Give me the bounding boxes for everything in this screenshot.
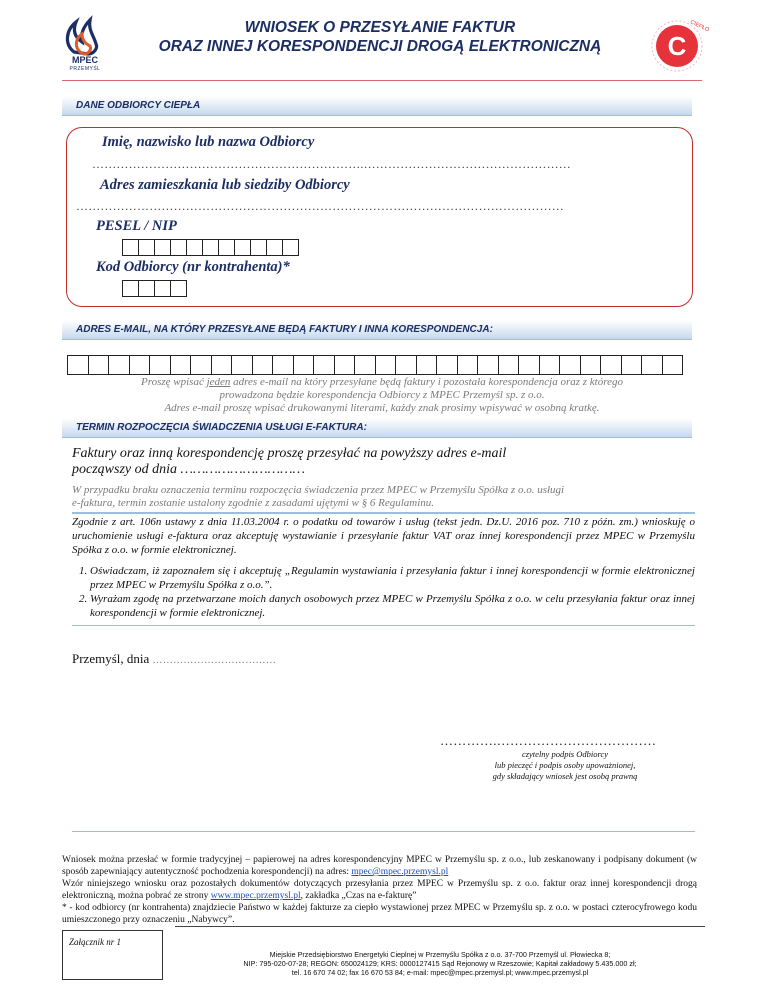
name-label: Imię, nazwisko lub nazwa Odbiorcy — [102, 134, 315, 150]
company-line-2: NIP: 795-020-07-28; REGON: 650024129; KRS: 0000127415 Sąd Rejonowy w Rzeszowie; Kapitał zakładowy 5.435.000 zł; — [243, 959, 637, 968]
caption-3: gdy składający wniosek jest osobą prawną — [492, 771, 638, 781]
code-cell[interactable] — [122, 280, 139, 297]
footnote: * - kod odbiorcy (nr kontrahenta) znajdziecie Państwo w każdej fakturze za ciepło wystawionej przez MPEC w Przemyślu sp. z o.o. w postaci czterocyfrowego kodu umieszczonego przy oznaczeniu „Nabywcy”. — [62, 903, 697, 925]
title-line-2: ORAZ INNEJ KORESPONDENCJI DROGĄ ELEKTRONICZNĄ — [158, 38, 602, 55]
address-field[interactable]: ………………………………………………………………………………………………………… — [76, 199, 564, 213]
code-cell[interactable] — [170, 280, 187, 297]
email-cell[interactable] — [190, 355, 212, 375]
declaration-item: 1. Oświadczam, iż zapoznałem się i akceptuję „Regulamin wystawiania i przesyłania faktur i innej korespondencji w formie elektronicznej przez MPEC w Przemyślu Spółka z o.o.”. — [90, 564, 695, 592]
start-date-line-1: Faktury oraz inną korespondencję proszę przesyłać na powyższy adres e-mail — [72, 446, 507, 461]
pesel-cell[interactable] — [282, 239, 299, 256]
pesel-cell[interactable] — [266, 239, 283, 256]
note-line-2: prowadzona będzie korespondencja Odbiorcy z MPEC Przemyśl sp. z o.o. — [219, 389, 545, 401]
pesel-nip-grid[interactable] — [122, 239, 298, 256]
section-start-date-title: TERMIN ROZPOCZĘCIA ŚWIADCZENIA USŁUGI E-FAKTURA: — [62, 418, 692, 438]
place-label: Przemyśl, dnia — [72, 651, 150, 666]
name-field[interactable]: ………………………………………………………….…………………………………………… — [92, 157, 571, 171]
date-field[interactable]: ……………………………… — [152, 655, 277, 666]
email-cell[interactable] — [67, 355, 89, 375]
header-divider — [62, 80, 702, 81]
email-cell[interactable] — [272, 355, 294, 375]
pesel-cell[interactable] — [234, 239, 251, 256]
email-cell[interactable] — [88, 355, 110, 375]
email-cell[interactable] — [293, 355, 315, 375]
start-date-line-2[interactable]: począwszy od dnia ………………………… — [72, 462, 305, 477]
start-date-note — [72, 484, 692, 510]
note-line-3: Adres e-mail proszę wpisać drukowanymi literami, każdy znak prosimy wpisywać w osobną kratkę. — [164, 402, 600, 414]
pesel-cell[interactable] — [122, 239, 139, 256]
address-label: Adres zamieszkania lub siedziby Odbiorcy — [100, 177, 350, 193]
email-cell[interactable] — [662, 355, 684, 375]
email-cell[interactable] — [375, 355, 397, 375]
email-cell[interactable] — [416, 355, 438, 375]
email-cell[interactable] — [600, 355, 622, 375]
page-title — [120, 18, 640, 56]
email-cell[interactable] — [211, 355, 233, 375]
info2-post: , zakładka „Czas na e-fakturę” — [300, 891, 417, 901]
note-pre: Proszę wpisać — [140, 376, 207, 388]
email-cell[interactable] — [149, 355, 171, 375]
email-cell[interactable] — [457, 355, 479, 375]
place-date[interactable] — [72, 651, 276, 667]
cieplo-badge — [650, 14, 710, 74]
logo-brand: MPEC — [71, 55, 98, 65]
declaration-item: 2. Wyrażam zgodę na przetwarzane moich danych osobowych przez MPEC w Przemyślu Spółka z o.o. w celu przesyłania faktur oraz innej korespondencji w formie elektronicznej. — [90, 592, 695, 620]
pesel-cell[interactable] — [138, 239, 155, 256]
website-link[interactable]: www.mpec.przemysl.pl — [210, 891, 301, 901]
email-cell[interactable] — [252, 355, 274, 375]
code-cell[interactable] — [138, 280, 155, 297]
divider — [72, 512, 695, 514]
logo-city: PRZEMYŚL — [69, 66, 101, 72]
note-jeden: jeden — [206, 376, 231, 388]
pesel-cell[interactable] — [154, 239, 171, 256]
pesel-cell[interactable] — [202, 239, 219, 256]
email-cell[interactable] — [580, 355, 602, 375]
divider — [72, 831, 695, 832]
info1-text: Wniosek można przesłać w formie tradycyjnej – papierowej na adres korespondencyjny MPEC w Przemyślu sp. z o.o., lub zeskanowany i podpisany dokument (w sposób zapewniający autentyczność pochodzenia korespondencji) na adres: — [62, 855, 697, 877]
badge-text: CIEPŁO — [689, 19, 710, 34]
email-cell[interactable] — [477, 355, 499, 375]
info2-text: Wzór niniejszego wniosku oraz pozostałych dokumentów dotyczących przesyłania przez MPEC w Przemyślu sp. z o.o. faktur oraz innej korespondencji drogą elektroniczną, można pobrać ze strony — [62, 879, 697, 901]
pesel-cell[interactable] — [170, 239, 187, 256]
email-cell[interactable] — [559, 355, 581, 375]
signature-caption — [460, 749, 670, 782]
email-cell[interactable] — [641, 355, 663, 375]
mpec-logo — [60, 14, 110, 74]
pesel-cell[interactable] — [186, 239, 203, 256]
submission-info — [62, 854, 697, 902]
pesel-cell[interactable] — [218, 239, 235, 256]
pesel-cell[interactable] — [250, 239, 267, 256]
section-recipient-title: DANE ODBIORCY CIEPŁA — [62, 96, 692, 116]
email-cell[interactable] — [354, 355, 376, 375]
code-cell[interactable] — [154, 280, 171, 297]
pesel-label: PESEL / NIP — [96, 218, 177, 234]
attachment-label: Załącznik nr 1 — [69, 937, 122, 947]
customer-code-grid[interactable] — [122, 280, 186, 297]
email-cell[interactable] — [518, 355, 540, 375]
email-link[interactable]: mpec@mpec.przemysl.pl — [351, 867, 449, 877]
email-cell[interactable] — [313, 355, 335, 375]
caption-2: lub pieczęć i podpis osoby upoważnionej, — [494, 760, 636, 770]
start-date-text — [72, 446, 692, 478]
email-cell[interactable] — [395, 355, 417, 375]
email-cell[interactable] — [129, 355, 151, 375]
email-cell[interactable] — [498, 355, 520, 375]
email-instructions — [62, 376, 702, 415]
declarations-list — [72, 564, 695, 620]
start-date-note-1: W przypadku braku oznaczenia terminu rozpoczęcia świadczenia przez MPEC w Przemyślu Spółka z o.o. usługi — [72, 484, 565, 496]
customer-code-label: Kod Odbiorcy (nr kontrahenta)* — [96, 259, 290, 275]
divider — [72, 625, 695, 626]
company-info — [175, 950, 705, 977]
title-line-1: WNIOSEK O PRZESYŁANIE FAKTUR — [244, 19, 516, 36]
section-email-title: ADRES E-MAIL, NA KTÓRY PRZESYŁANE BĘDĄ FAKTURY I INNA KORESPONDENCJA: — [62, 320, 692, 340]
attachment-box — [62, 930, 163, 980]
company-line-1: Miejskie Przedsiębiorstwo Energetyki Cieplnej w Przemyślu Spółka z o.o. 37-700 Przemyśl ul. Płowiecka 8; — [269, 950, 611, 959]
email-cell[interactable] — [334, 355, 356, 375]
email-cell[interactable] — [539, 355, 561, 375]
email-cell[interactable] — [108, 355, 130, 375]
caption-1: czytelny podpis Odbiorcy — [521, 749, 609, 759]
email-grid[interactable] — [67, 355, 682, 375]
flame-icon — [60, 14, 110, 56]
start-date-note-2: e-faktura, termin zostanie ustalony zgodnie z zasadami ujętymi w § 6 Regulaminu. — [72, 497, 435, 509]
email-cell[interactable] — [170, 355, 192, 375]
legal-statement: Zgodnie z art. 106n ustawy z dnia 11.03.2004 r. o podatku od towarów i usług (tekst jedn. Dz.U. 2016 poz. 710 z późn. zm.) wnioskuję o uruchomienie usługi e-faktura oraz akceptuję wystawianie i przesyłanie faktur VAT oraz innej korespondencji przez MPEC w Przemyślu Spółka z o.o. w formie elektronicznej. — [72, 516, 695, 556]
company-divider — [175, 926, 705, 927]
badge-letter: C — [667, 31, 687, 61]
cieplo-badge-icon — [650, 14, 710, 74]
email-cell[interactable] — [621, 355, 643, 375]
company-line-3: tel. 16 670 74 02; fax 16 670 53 84; e-mail: mpec@mpec.przemysl.pl; www.mpec.przemysl.pl — [291, 968, 589, 977]
email-cell[interactable] — [231, 355, 253, 375]
signature-field[interactable]: ………….……………………………… — [440, 733, 657, 748]
note-post: adres e-mail na który przesyłane będą faktury i pozostała korespondencja oraz z którego — [230, 376, 623, 388]
email-cell[interactable] — [436, 355, 458, 375]
